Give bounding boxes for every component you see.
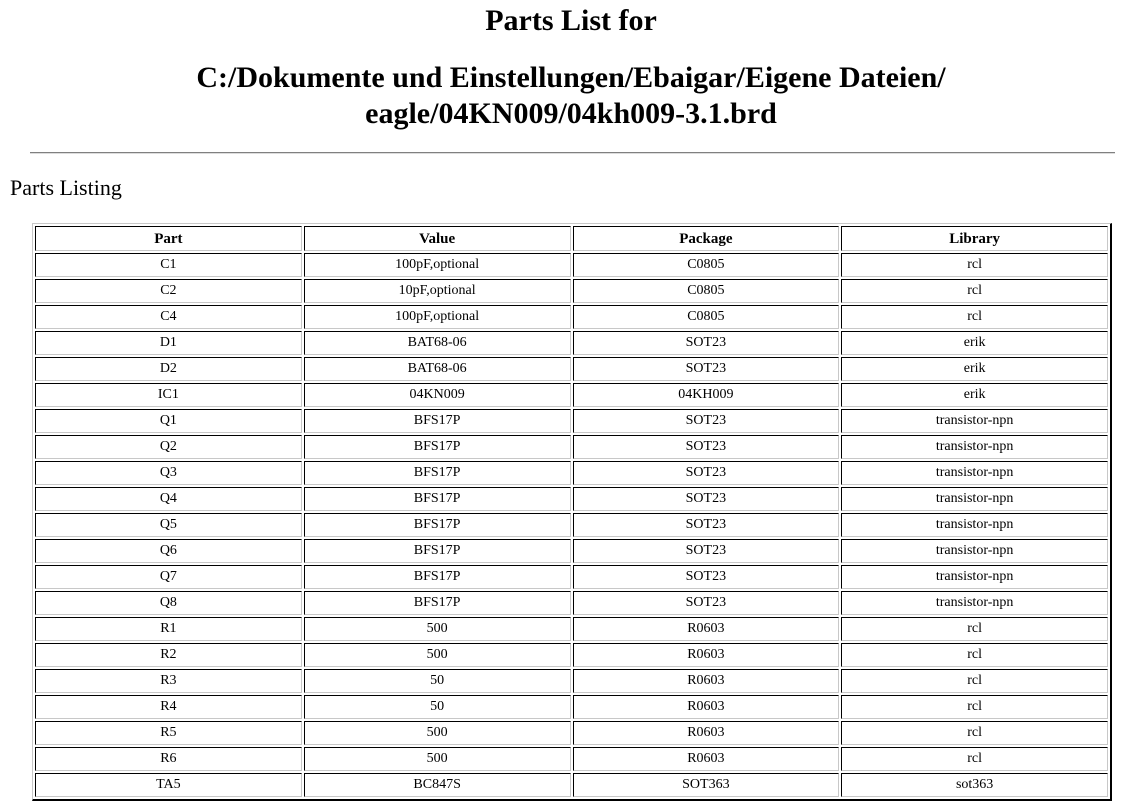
cell-value: 500 (304, 721, 571, 745)
cell-part: C4 (35, 305, 302, 329)
cell-value: BFS17P (304, 539, 571, 563)
cell-value: BAT68-06 (304, 331, 571, 355)
board-file-path-line-2: eagle/04KN009/04kh009-3.1.brd (365, 97, 777, 130)
cell-value: 100pF,optional (304, 305, 571, 329)
cell-package: SOT23 (573, 487, 840, 511)
horizontal-rule (30, 152, 1115, 154)
cell-package: SOT23 (573, 539, 840, 563)
cell-value: 500 (304, 643, 571, 667)
cell-value: BC847S (304, 773, 571, 797)
cell-library: transistor-npn (841, 591, 1108, 615)
table-row (35, 461, 1108, 485)
cell-library: rcl (841, 747, 1108, 771)
cell-library: erik (841, 383, 1108, 407)
cell-part: Q3 (35, 461, 302, 485)
cell-library: transistor-npn (841, 513, 1108, 537)
cell-library: rcl (841, 305, 1108, 329)
table-row (35, 435, 1108, 459)
cell-value: 500 (304, 617, 571, 641)
table-row (35, 409, 1108, 433)
parts-table-body (35, 253, 1108, 797)
cell-package: SOT23 (573, 461, 840, 485)
cell-package: R0603 (573, 617, 840, 641)
section-heading: Parts Listing (10, 175, 122, 200)
cell-part: R2 (35, 643, 302, 667)
cell-library: erik (841, 357, 1108, 381)
cell-package: SOT23 (573, 513, 840, 537)
table-row (35, 747, 1108, 771)
cell-value: BFS17P (304, 409, 571, 433)
table-row (35, 383, 1108, 407)
cell-library: transistor-npn (841, 409, 1108, 433)
cell-package: 04KH009 (573, 383, 840, 407)
cell-part: Q5 (35, 513, 302, 537)
cell-value: 04KN009 (304, 383, 571, 407)
table-row (35, 253, 1108, 277)
cell-package: C0805 (573, 253, 840, 277)
cell-library: rcl (841, 617, 1108, 641)
cell-part: Q1 (35, 409, 302, 433)
cell-part: IC1 (35, 383, 302, 407)
cell-part: C1 (35, 253, 302, 277)
cell-package: R0603 (573, 643, 840, 667)
cell-value: 10pF,optional (304, 279, 571, 303)
table-row (35, 643, 1108, 667)
cell-library: rcl (841, 253, 1108, 277)
table-row (35, 773, 1108, 797)
cell-part: R4 (35, 695, 302, 719)
cell-part: TA5 (35, 773, 302, 797)
cell-package: R0603 (573, 721, 840, 745)
table-row (35, 539, 1108, 563)
parts-table (33, 224, 1110, 799)
table-row (35, 721, 1108, 745)
table-row (35, 305, 1108, 329)
cell-part: R3 (35, 669, 302, 693)
cell-value: 100pF,optional (304, 253, 571, 277)
cell-part: R5 (35, 721, 302, 745)
column-header-library: Library (841, 226, 1108, 251)
cell-part: D1 (35, 331, 302, 355)
cell-library: sot363 (841, 773, 1108, 797)
table-row (35, 565, 1108, 589)
cell-part: R6 (35, 747, 302, 771)
cell-value: 50 (304, 669, 571, 693)
cell-package: C0805 (573, 305, 840, 329)
cell-package: R0603 (573, 747, 840, 771)
cell-library: erik (841, 331, 1108, 355)
cell-package: SOT23 (573, 435, 840, 459)
cell-library: transistor-npn (841, 461, 1108, 485)
column-header-part: Part (35, 226, 302, 251)
table-row (35, 331, 1108, 355)
board-file-path-line-1: C:/Dokumente und Einstellungen/Ebaigar/Eigene Dateien/ (196, 61, 946, 94)
cell-part: R1 (35, 617, 302, 641)
table-row (35, 695, 1108, 719)
cell-part: D2 (35, 357, 302, 381)
cell-library: transistor-npn (841, 565, 1108, 589)
page-title: Parts List for (485, 4, 657, 37)
cell-library: rcl (841, 643, 1108, 667)
cell-value: BFS17P (304, 591, 571, 615)
cell-part: C2 (35, 279, 302, 303)
cell-value: 500 (304, 747, 571, 771)
cell-package: SOT23 (573, 331, 840, 355)
parts-table-frame (32, 223, 1112, 801)
cell-package: SOT23 (573, 357, 840, 381)
table-row (35, 487, 1108, 511)
column-header-value: Value (304, 226, 571, 251)
table-row (35, 279, 1108, 303)
table-row (35, 617, 1108, 641)
cell-value: BFS17P (304, 513, 571, 537)
cell-part: Q4 (35, 487, 302, 511)
cell-package: C0805 (573, 279, 840, 303)
cell-library: rcl (841, 669, 1108, 693)
cell-library: rcl (841, 279, 1108, 303)
cell-library: rcl (841, 695, 1108, 719)
table-row (35, 513, 1108, 537)
cell-package: R0603 (573, 695, 840, 719)
column-header-package: Package (573, 226, 840, 251)
table-header-row (35, 226, 1108, 251)
cell-library: transistor-npn (841, 435, 1108, 459)
cell-library: transistor-npn (841, 539, 1108, 563)
cell-part: Q7 (35, 565, 302, 589)
cell-library: rcl (841, 721, 1108, 745)
table-row (35, 357, 1108, 381)
cell-package: SOT23 (573, 409, 840, 433)
cell-package: R0603 (573, 669, 840, 693)
cell-value: BFS17P (304, 461, 571, 485)
cell-value: BFS17P (304, 435, 571, 459)
board-file-path (0, 60, 1127, 132)
table-row (35, 669, 1108, 693)
cell-package: SOT23 (573, 565, 840, 589)
cell-value: 50 (304, 695, 571, 719)
cell-value: BFS17P (304, 565, 571, 589)
cell-package: SOT23 (573, 591, 840, 615)
cell-value: BFS17P (304, 487, 571, 511)
cell-part: Q8 (35, 591, 302, 615)
cell-package: SOT363 (573, 773, 840, 797)
table-row (35, 591, 1108, 615)
cell-part: Q2 (35, 435, 302, 459)
cell-value: BAT68-06 (304, 357, 571, 381)
cell-part: Q6 (35, 539, 302, 563)
cell-library: transistor-npn (841, 487, 1108, 511)
